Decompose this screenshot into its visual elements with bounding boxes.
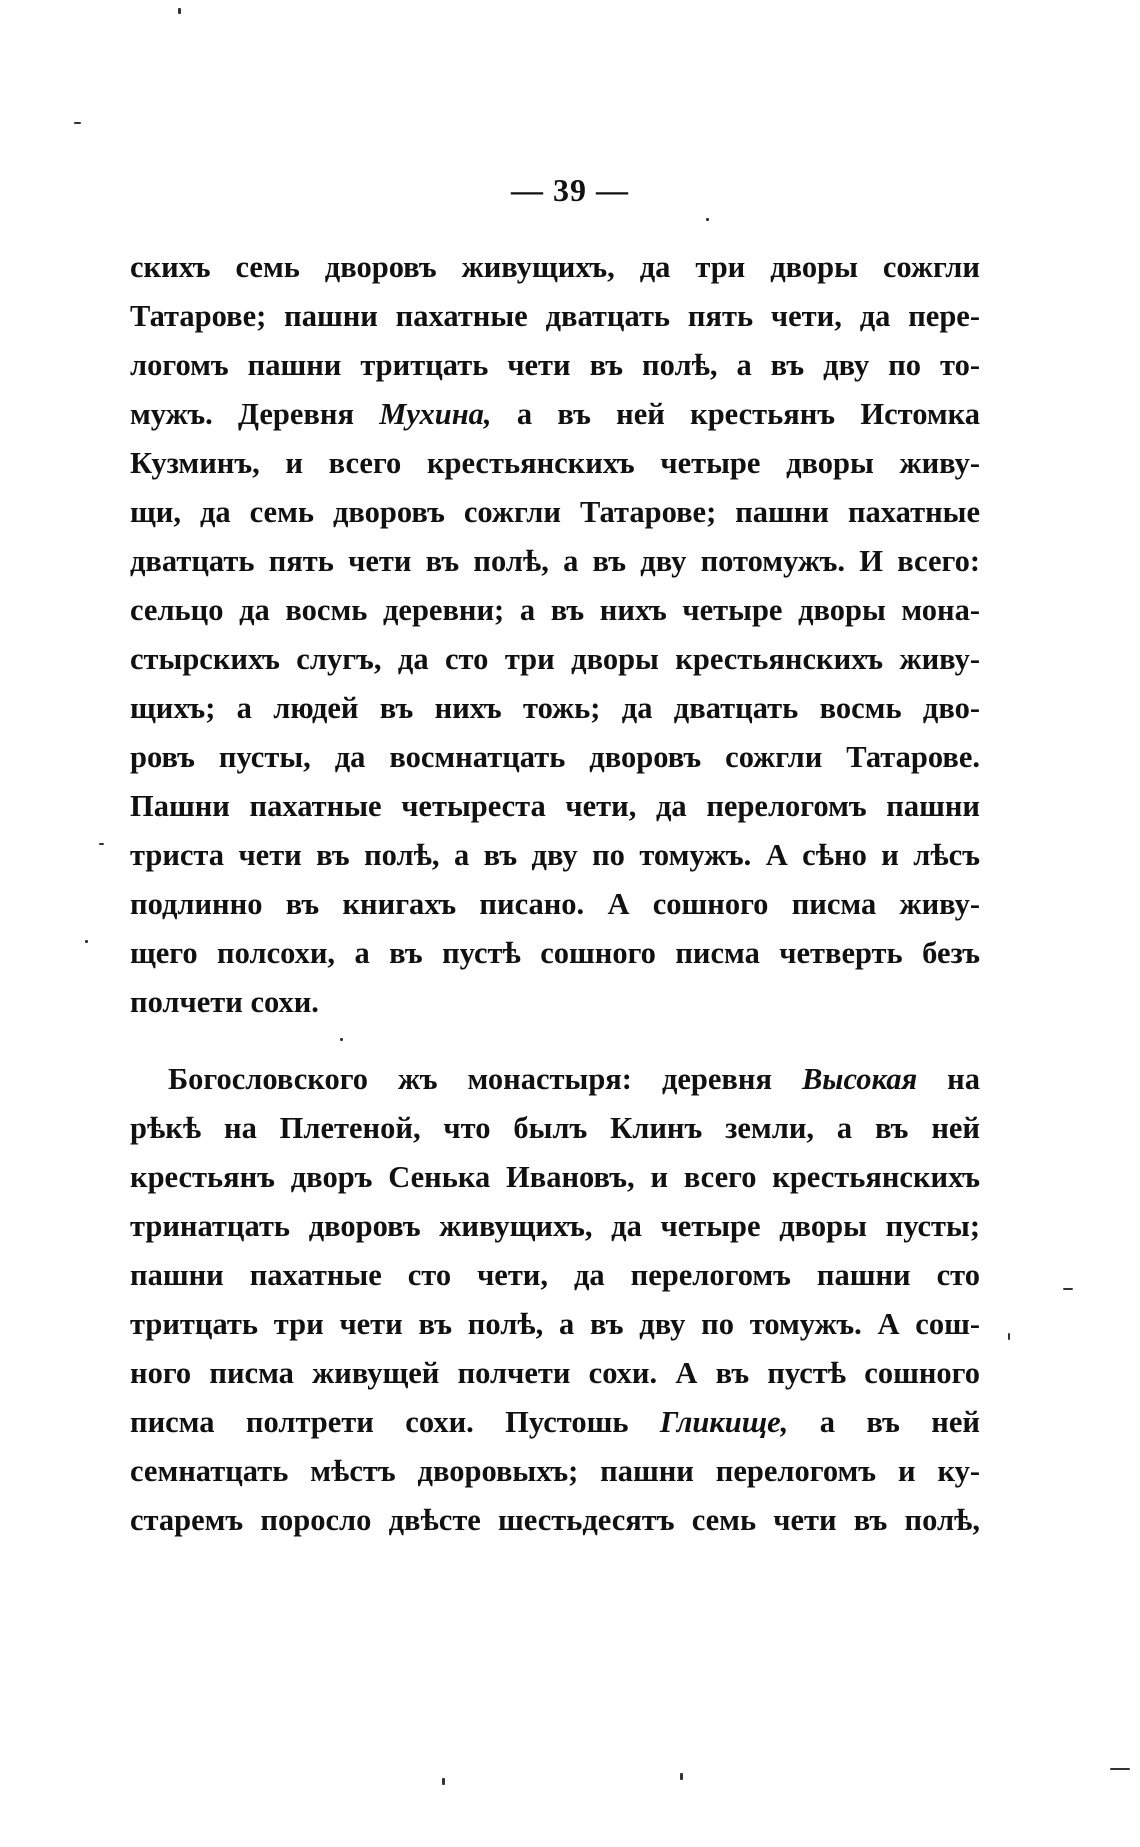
village-name-mukhina: Мухина, [379, 397, 492, 431]
scan-speck [442, 1778, 445, 1785]
line-text: мужъ. Деревня [130, 397, 380, 431]
scan-speck [1110, 1768, 1130, 1770]
line-text: а въ ней крестьянъ Истомка [491, 397, 980, 431]
scan-speck [1063, 1288, 1073, 1290]
text-line: щи, да семь дворовъ сожгли Татарове; пашни пахатные [130, 495, 980, 529]
scan-speck [74, 122, 81, 124]
text-line: старемъ поросло двѣсте шестьдесятъ семь чети въ полѣ, [130, 1503, 980, 1537]
text-line [130, 1055, 980, 1104]
line-text: на [917, 1062, 980, 1096]
wasteland-name-glikishche: Гликище, [659, 1405, 789, 1439]
text-line: тринатцать дворовъ живущихъ, да четыре дворы пусты; [130, 1209, 980, 1243]
text-line: сельцо да восмь деревни; а въ нихъ четыре дворы мона- [130, 593, 980, 627]
village-name-vysokaya: Высокая [801, 1062, 918, 1096]
text-line [130, 1398, 980, 1447]
line-text: а въ ней [788, 1405, 980, 1439]
text-line: щего полсохи, а въ пустѣ сошного писма четверть безъ [130, 936, 980, 970]
text-line: щихъ; а людей въ нихъ тожь; да дватцать восмь дво- [130, 691, 980, 725]
text-line [130, 390, 980, 439]
line-text: Богословского жъ монастыря: деревня [168, 1062, 802, 1096]
line-text: писма полтрети сохи. Пустошь [130, 1405, 660, 1439]
text-line: триста чети въ полѣ, а въ дву по томужъ. А сѣно и лѣсъ [130, 838, 980, 872]
text-line: ровъ пусты, да восмнатцать дворовъ сожгли Татарове. [130, 740, 980, 774]
text-line: ного писма живущей полчети сохи. А въ пустѣ сошного [130, 1356, 980, 1390]
text-line: семнатцать мѣстъ дворовыхъ; пашни перелогомъ и ку- [130, 1454, 980, 1488]
text-line: крестьянъ дворъ Сенька Ивановъ, и всего крестьянскихъ [130, 1160, 980, 1194]
scan-speck [680, 1773, 683, 1780]
text-line: скихъ семь дворовъ живущихъ, да три дворы сожгли [130, 250, 980, 284]
text-line: полчети сохи. [130, 985, 319, 1019]
text-line: стырскихъ слугъ, да сто три дворы крестьянскихъ живу- [130, 642, 980, 676]
text-line: Пашни пахатные четыреста чети, да перелогомъ пашни [130, 789, 980, 823]
text-line: Татарове; пашни пахатные дватцать пять чети, да пере- [130, 299, 980, 333]
text-line: тритцать три чети въ полѣ, а въ дву по томужъ. А сош- [130, 1307, 980, 1341]
page-number: — 39 — [511, 172, 629, 208]
scan-speck [1008, 1333, 1010, 1340]
scan-speck [340, 1038, 343, 1041]
text-line: подлинно въ книгахъ писано. А сошного писма живу- [130, 887, 980, 921]
paragraph-1 [130, 243, 980, 1027]
text-line: Кузминъ, и всего крестьянскихъ четыре дворы живу- [130, 446, 980, 480]
scan-speck [85, 940, 88, 943]
text-line: дватцать пять чети въ полѣ, а въ дву потомужъ. И всего: [130, 544, 980, 578]
scan-speck [178, 8, 181, 14]
text-line: пашни пахатные сто чети, да перелогомъ пашни сто [130, 1258, 980, 1292]
text-line: рѣкѣ на Плетеной, что былъ Клинъ земли, а въ ней [130, 1111, 980, 1145]
paragraph-2 [130, 1055, 980, 1545]
scan-speck [99, 843, 104, 845]
text-line: логомъ пашни тритцать чети въ полѣ, а въ дву по то- [130, 348, 980, 382]
scan-speck [706, 218, 709, 221]
